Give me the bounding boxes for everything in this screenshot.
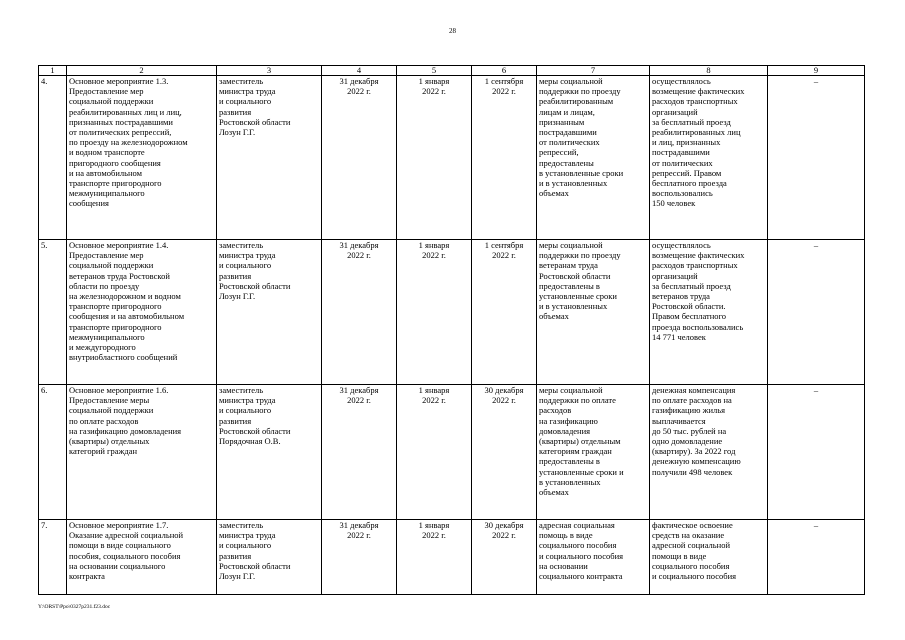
header-cell: 8 xyxy=(650,66,768,76)
note: – xyxy=(768,76,865,240)
actual-result: осуществлялось возмещение фактических расходов транспортных организаций за бесплатный проезд ветеранов труда Ростовской области. Правом бесплатного проезда воспользовались 14 771 человек xyxy=(650,240,768,385)
actual-result: осуществлялось возмещение фактических расходов транспортных организаций за бесплатный проезд реабилитированных лиц и лиц, признанных пострадавшими от политических репрессий. Правом бесплатного проезда воспользовались 150 человек xyxy=(650,76,768,240)
planned-result: меры социальной поддержки по проезду ветеранам труда Ростовской области предоставлены в установленные сроки и в установленных объемах xyxy=(537,240,650,385)
table-row xyxy=(39,76,865,240)
row-number: 6. xyxy=(39,385,67,520)
planned-end-date: 31 декабря 2022 г. xyxy=(322,520,397,595)
note: – xyxy=(768,385,865,520)
planned-result: меры социальной поддержки по оплате расходов на газификацию домовладения (квартиры) отдельным категориям граждан предоставлены в установленные сроки и в установленных объемах xyxy=(537,385,650,520)
actual-start-date: 1 января 2022 г. xyxy=(397,76,472,240)
activity-name: Основное мероприятие 1.6. Предоставление меры социальной поддержки по оплате расходов на газификацию домовладения (квартиры) отдельных категорий граждан xyxy=(67,385,217,520)
responsible-person: заместитель министра труда и социального развития Ростовской области Лозун Г.Г. xyxy=(217,76,322,240)
actual-result: денежная компенсация по оплате расходов на газификацию жилья выплачивается до 50 тыс. рублей на одно домовладение (квартиру). За 2022 год денежную компенсацию получили 498 человек xyxy=(650,385,768,520)
planned-end-date: 31 декабря 2022 г. xyxy=(322,76,397,240)
column-number-row xyxy=(39,66,865,76)
header-cell: 4 xyxy=(322,66,397,76)
actual-end-date: 30 декабря 2022 г. xyxy=(472,520,537,595)
activity-name: Основное мероприятие 1.3. Предоставление мер социальной поддержки реабилитированных лиц и лиц, признанных пострадавшими от политических репрессий, по проезду на железнодорожном и водном транспорте пригородного сообщения и на автомобильном транспорте пригородного межмуниципального сообщения xyxy=(67,76,217,240)
header-cell: 9 xyxy=(768,66,865,76)
row-number: 4. xyxy=(39,76,67,240)
header-cell: 6 xyxy=(472,66,537,76)
actual-end-date: 30 декабря 2022 г. xyxy=(472,385,537,520)
row-number: 5. xyxy=(39,240,67,385)
actual-start-date: 1 января 2022 г. xyxy=(397,385,472,520)
file-path-footer: Y:\ORST\Ppo\0327p231.f23.doc xyxy=(38,604,111,610)
planned-result: меры социальной поддержки по проезду реабилитированным лицам и лицам, признанным пострадавшими от политических репрессий, предоставлены в установленные сроки и в установленных объемах xyxy=(537,76,650,240)
header-cell: 1 xyxy=(39,66,67,76)
responsible-person: заместитель министра труда и социального развития Ростовской области Лозун Г.Г. xyxy=(217,240,322,385)
header-cell: 3 xyxy=(217,66,322,76)
table-row xyxy=(39,385,865,520)
row-number: 7. xyxy=(39,520,67,595)
table-row xyxy=(39,520,865,595)
activity-name: Основное мероприятие 1.7. Оказание адресной социальной помощи в виде социального пособия, социального пособия на основании социального контракта xyxy=(67,520,217,595)
note: – xyxy=(768,240,865,385)
responsible-person: заместитель министра труда и социального развития Ростовской области Лозун Г.Г. xyxy=(217,520,322,595)
actual-start-date: 1 января 2022 г. xyxy=(397,520,472,595)
activity-name: Основное мероприятие 1.4. Предоставление мер социальной поддержки ветеранов труда Ростовской области по проезду на железнодорожном и водном транспорте пригородного сообщения и на автомобильном транспорте пригородного межмуниципального и междугородного внутриобластного сообщений xyxy=(67,240,217,385)
header-cell: 7 xyxy=(537,66,650,76)
actual-end-date: 1 сентября 2022 г. xyxy=(472,240,537,385)
actual-result: фактическое освоение средств на оказание адресной социальной помощи в виде социального пособия и социального пособия xyxy=(650,520,768,595)
report-table xyxy=(38,65,865,595)
planned-end-date: 31 декабря 2022 г. xyxy=(322,385,397,520)
table-row xyxy=(39,240,865,385)
header-cell: 2 xyxy=(67,66,217,76)
responsible-person: заместитель министра труда и социального развития Ростовской области Порядочная О.В. xyxy=(217,385,322,520)
actual-end-date: 1 сентября 2022 г. xyxy=(472,76,537,240)
header-cell: 5 xyxy=(397,66,472,76)
actual-start-date: 1 января 2022 г. xyxy=(397,240,472,385)
page-number: 28 xyxy=(449,27,456,35)
planned-end-date: 31 декабря 2022 г. xyxy=(322,240,397,385)
note: – xyxy=(768,520,865,595)
planned-result: адресная социальная помощь в виде социального пособия и социального пособия на основании социального контракта xyxy=(537,520,650,595)
